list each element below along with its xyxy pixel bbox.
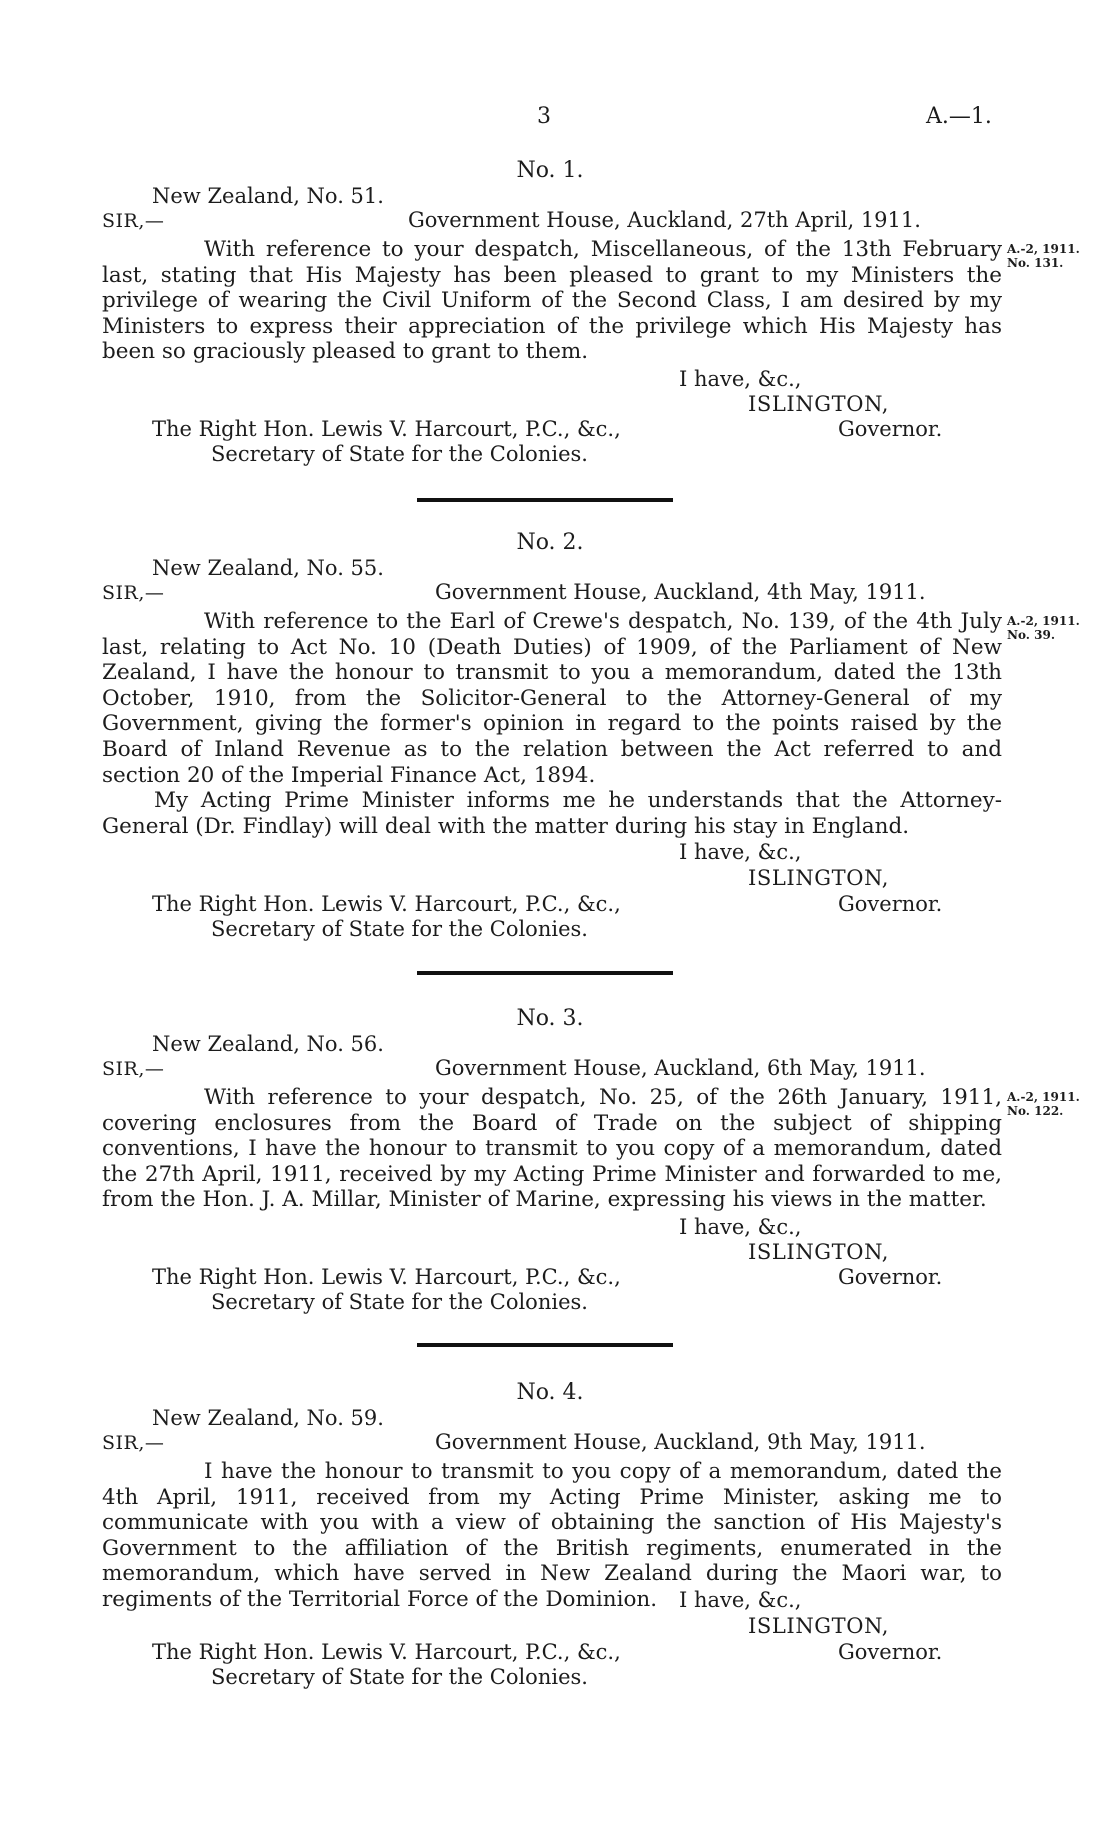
signatory-title: Governor. xyxy=(838,1640,943,1664)
paragraph: With reference to the Earl of Crewe's despatch, No. 139, of the 4th July last, relating to Act No. 10 (Death Duties) of 1909, of the Parliament of New Zealand, I have the honour to transmit to you a memorandum, dated the 13th October, 1910, from the Solicitor-General to the Attorney-General of my Government, giving the former's opinion in regard to the points raised by the Board of Inland Revenue as to the relation between the Act referred to and section 20 of the Imperial Finance Act, 1894. xyxy=(102,609,1002,788)
closing: I have, &c., xyxy=(679,1215,802,1239)
despatch-series: New Zealand, No. 55. xyxy=(152,556,384,580)
section-divider xyxy=(417,1343,673,1347)
salutation: SIR,— xyxy=(102,1432,165,1454)
despatch-series: New Zealand, No. 56. xyxy=(152,1032,384,1056)
salutation: SIR,— xyxy=(102,582,165,604)
letter-number: No. 3. xyxy=(516,1006,584,1031)
letter-number: No. 4. xyxy=(516,1380,584,1405)
addressee-office: Secretary of State for the Colonies. xyxy=(211,442,588,466)
page-number: 3 xyxy=(537,104,551,129)
place-date: Government House, Auckland, 6th May, 1911. xyxy=(435,1056,926,1080)
section-divider xyxy=(417,971,673,975)
letter-number: No. 1. xyxy=(516,158,584,183)
margin-reference-number: No. 122. xyxy=(1007,1104,1064,1118)
place-date: Government House, Auckland, 27th April, 1911. xyxy=(408,208,921,232)
despatch-series: New Zealand, No. 59. xyxy=(152,1406,384,1430)
addressee: The Right Hon. Lewis V. Harcourt, P.C., &c., xyxy=(152,417,621,441)
letter-body xyxy=(102,1085,1002,1213)
letter-body xyxy=(102,1459,1002,1613)
salutation: SIR,— xyxy=(102,210,165,232)
signatory: ISLINGTON, xyxy=(748,1614,890,1638)
signatory-title: Governor. xyxy=(838,417,943,441)
despatch-series: New Zealand, No. 51. xyxy=(152,184,384,208)
document-reference: A.—1. xyxy=(926,104,992,129)
closing: I have, &c., xyxy=(679,367,802,391)
signatory-title: Governor. xyxy=(838,1265,943,1289)
paragraph: I have the honour to transmit to you copy of a memorandum, dated the 4th April, 1911, received from my Acting Prime Minister, asking me to communicate with you with a view of obtaining the sanction of His Majesty's Government to the affiliation of the British regiments, enumerated in the memorandum, which have served in New Zealand during the Maori war, to regiments of the Territorial Force of the Dominion. xyxy=(102,1459,1002,1612)
paragraph: With reference to your despatch, No. 25, of the 26th January, 1911, covering enclosures from the Board of Trade on the subject of shipping conventions, I have the honour to transmit to you copy of a memorandum, dated the 27th April, 1911, received by my Acting Prime Minister and forwarded to me, from the Hon. J. A. Millar, Minister of Marine, expressing his views in the matter. xyxy=(102,1085,1002,1213)
signatory: ISLINGTON, xyxy=(748,1240,890,1264)
paragraph: With reference to your despatch, Miscellaneous, of the 13th February last, stating that His Majesty has been pleased to grant to my Ministers the privilege of wearing the Civil Uniform of the Second Class, I am desired by my Ministers to express their appreciation of the privilege which His Majesty has been so graciously pleased to grant to them. xyxy=(102,237,1002,365)
letter-number: No. 2. xyxy=(516,530,584,555)
margin-reference: A.-2, 1911. xyxy=(1007,242,1080,256)
addressee-office: Secretary of State for the Colonies. xyxy=(211,917,588,941)
addressee-office: Secretary of State for the Colonies. xyxy=(211,1290,588,1314)
margin-reference: A.-2, 1911. xyxy=(1007,614,1080,628)
place-date: Government House, Auckland, 4th May, 1911. xyxy=(435,580,926,604)
paragraph: My Acting Prime Minister informs me he understands that the Attorney-General (Dr. Findlay) will deal with the matter during his stay in England. xyxy=(102,788,1002,839)
closing: I have, &c., xyxy=(679,840,802,864)
addressee: The Right Hon. Lewis V. Harcourt, P.C., &c., xyxy=(152,892,621,916)
letter-body xyxy=(102,609,1002,839)
place-date: Government House, Auckland, 9th May, 1911. xyxy=(435,1430,926,1454)
section-divider xyxy=(417,498,673,502)
signatory: ISLINGTON, xyxy=(748,392,890,416)
margin-reference-number: No. 131. xyxy=(1007,256,1064,270)
addressee: The Right Hon. Lewis V. Harcourt, P.C., &c., xyxy=(152,1640,621,1664)
signatory: ISLINGTON, xyxy=(748,866,890,890)
salutation: SIR,— xyxy=(102,1058,165,1080)
signatory-title: Governor. xyxy=(838,892,943,916)
addressee-office: Secretary of State for the Colonies. xyxy=(211,1665,588,1689)
margin-reference-number: No. 39. xyxy=(1007,628,1055,642)
letter-body xyxy=(102,237,1002,365)
margin-reference: A.-2, 1911. xyxy=(1007,1090,1080,1104)
addressee: The Right Hon. Lewis V. Harcourt, P.C., &c., xyxy=(152,1265,621,1289)
closing: I have, &c., xyxy=(679,1588,802,1612)
